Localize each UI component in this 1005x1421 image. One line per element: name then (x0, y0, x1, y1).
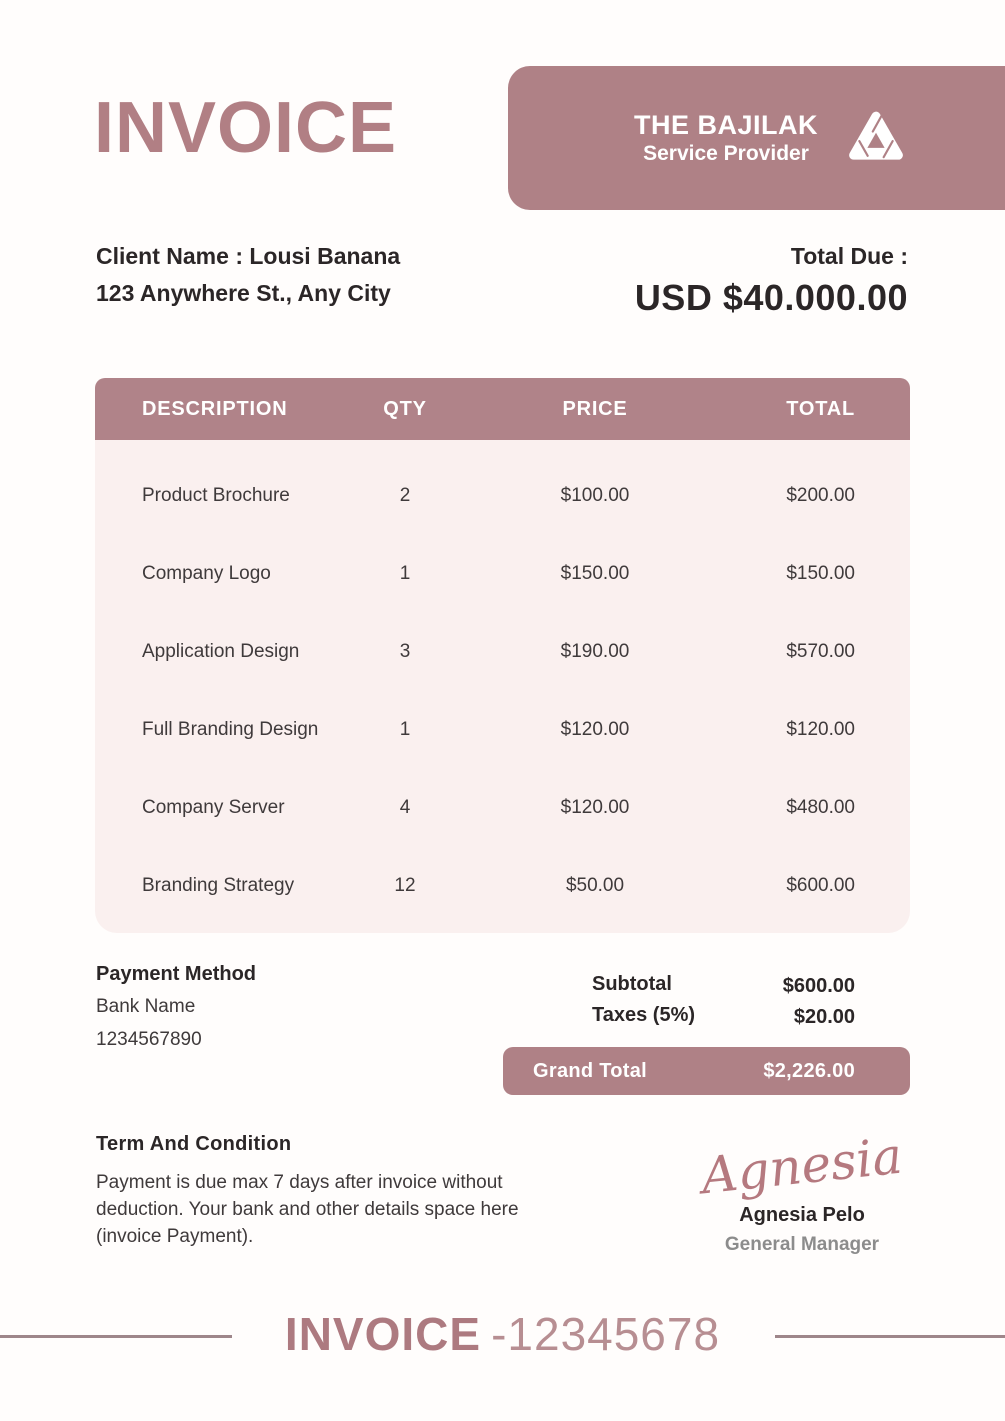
payment-method-block (96, 963, 256, 1052)
footer-number: -12345678 (491, 1308, 721, 1360)
cell-price: $50.00 (565, 875, 625, 896)
table-row (95, 769, 910, 847)
signatory-role: General Manager (724, 1234, 880, 1255)
cell-description: Application Design (142, 641, 300, 662)
column-header-price: PRICE (562, 397, 628, 420)
taxes-label: Taxes (5%) (592, 1004, 696, 1026)
signature-block (672, 1126, 932, 1256)
cell-qty: 4 (399, 797, 411, 818)
cell-price: $120.00 (560, 719, 630, 740)
company-name-block (634, 109, 818, 167)
total-due-amount: USD $40.000.00 (634, 277, 908, 318)
cell-price: $120.00 (560, 797, 630, 818)
company-header-badge (508, 66, 1005, 210)
column-header-description: DESCRIPTION (142, 397, 288, 420)
footer-invoice-number (0, 1308, 1005, 1360)
drive-triangle-icon (844, 107, 908, 170)
cell-description: Full Branding Design (142, 719, 319, 740)
account-number: 1234567890 (96, 1029, 202, 1050)
cell-qty: 12 (394, 875, 416, 896)
terms-block (96, 1133, 558, 1250)
cell-total: $120.00 (786, 719, 855, 740)
table-body (95, 440, 910, 933)
cell-qty: 1 (399, 719, 411, 740)
grand-total-value: $2,226.00 (763, 1059, 855, 1082)
cell-price: $150.00 (560, 563, 630, 584)
taxes-value: $20.00 (793, 1006, 855, 1028)
cell-total: $150.00 (786, 563, 855, 584)
grand-total-label: Grand Total (533, 1059, 648, 1082)
cell-description: Company Server (142, 797, 285, 818)
table-row (95, 691, 910, 769)
table-row (95, 613, 910, 691)
terms-heading: Term And Condition (96, 1133, 292, 1155)
cell-qty: 2 (399, 485, 411, 506)
column-header-qty: QTY (383, 397, 427, 420)
cell-description: Company Logo (142, 563, 271, 584)
bank-name: Bank Name (96, 996, 196, 1017)
cell-description: Product Brochure (142, 485, 290, 506)
total-due-block (635, 242, 908, 319)
cell-price: $100.00 (560, 485, 630, 506)
grand-total-bar (503, 1047, 910, 1095)
total-due-label: Total Due : (790, 243, 908, 269)
client-address: 123 Anywhere St., Any City (96, 280, 391, 306)
cell-total: $480.00 (786, 797, 855, 818)
client-name: Client Name : Lousi Banana (96, 243, 401, 269)
cell-total: $570.00 (786, 641, 855, 662)
cell-qty: 1 (399, 563, 411, 584)
signatory-name: Agnesia Pelo (739, 1204, 865, 1226)
column-header-total: TOTAL (786, 397, 855, 420)
company-tagline: Service Provider (643, 142, 809, 165)
table-row (95, 847, 910, 925)
items-table (95, 378, 910, 933)
cell-qty: 3 (399, 641, 411, 662)
footer-invoice-label: INVOICE (284, 1308, 482, 1360)
cell-total: $200.00 (786, 485, 855, 506)
subtotal-label: Subtotal (592, 973, 672, 995)
signature-script: Agnesia (698, 1126, 906, 1206)
client-info (96, 242, 400, 307)
cell-total: $600.00 (786, 875, 855, 896)
company-name: THE BAJILAK (633, 110, 818, 140)
terms-body: Payment is due max 7 days after invoice without deduction. Your bank and other details space here (invoice Payment). (96, 1172, 519, 1247)
page-title: INVOICE (94, 88, 398, 168)
cell-description: Branding Strategy (142, 875, 295, 896)
cell-price: $190.00 (560, 641, 630, 662)
payment-method-heading: Payment Method (96, 963, 257, 985)
table-row (95, 457, 910, 535)
table-row (95, 535, 910, 613)
table-header-row (95, 378, 910, 440)
subtotal-value: $600.00 (782, 975, 855, 997)
